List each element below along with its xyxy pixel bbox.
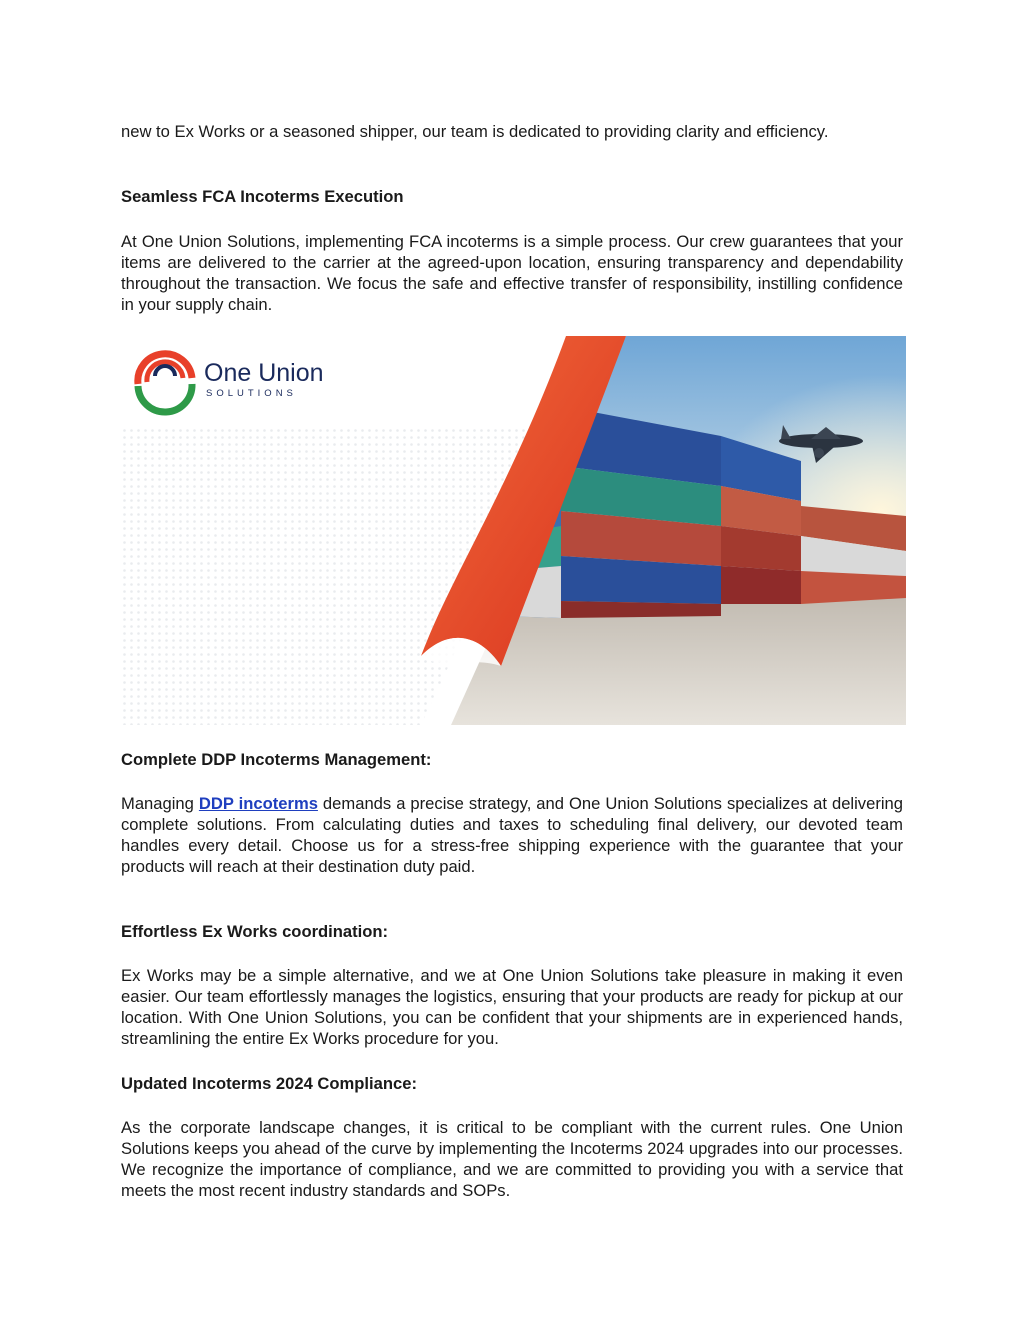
paragraph-fca: At One Union Solutions, implementing FCA incoterms is a simple process. Our crew guarantees that your items are delivered to the carrier at the agreed-upon location, ensuring transparency and dependability throughout the transaction. We focus the safe and effective transfer of responsibility, instilling confidence in your supply chain.	[121, 232, 903, 314]
ddp-text-after: demands a precise strategy, and One Union Solutions specializes at delivering complete solutions. From calculating duties and taxes to scheduling final delivery, our devoted team handles every detail. Choose us for a stress-free shipping experience with the guarantee that your products will reach at their destination duty paid.	[121, 794, 903, 876]
company-logo	[121, 336, 324, 426]
ddp-incoterms-link[interactable]: DDP incoterms	[198, 794, 318, 813]
paragraph-exworks: Ex Works may be a simple alternative, and we at One Union Solutions take pleasure in making it even easier. Our team effortlessly manages the logistics, ensuring that your products are ready for pickup at our location. With One Union Solutions, you can be confident that your shipments are in experienced hands, streamlining the entire Ex Works procedure for you.	[121, 966, 903, 1048]
paragraph-ddp	[121, 793, 903, 877]
logo-name: One Union	[204, 359, 324, 387]
paragraph-incoterms-2024: As the corporate landscape changes, it is critical to be compliant with the current rules. One Union Solutions keeps you ahead of the curve by implementing the Incoterms 2024 upgrades into our processes. We recognize the importance of compliance, and we are committed to providing you with a service that meets the most recent industry standards and SOPs.	[121, 1118, 903, 1200]
intro-paragraph: new to Ex Works or a seasoned shipper, our team is dedicated to providing clarity and efficiency.	[121, 122, 829, 141]
banner-image	[121, 336, 906, 725]
heading-incoterms-2024: Updated Incoterms 2024 Compliance:	[121, 1074, 418, 1093]
heading-exworks: Effortless Ex Works coordination:	[121, 922, 389, 941]
heading-fca: Seamless FCA Incoterms Execution	[121, 187, 404, 206]
heading-ddp: Complete DDP Incoterms Management:	[121, 750, 432, 769]
banner-illustration	[121, 336, 906, 725]
ddp-text-before: Managing	[121, 794, 199, 813]
logo-subtitle: SOLUTIONS	[206, 388, 297, 399]
